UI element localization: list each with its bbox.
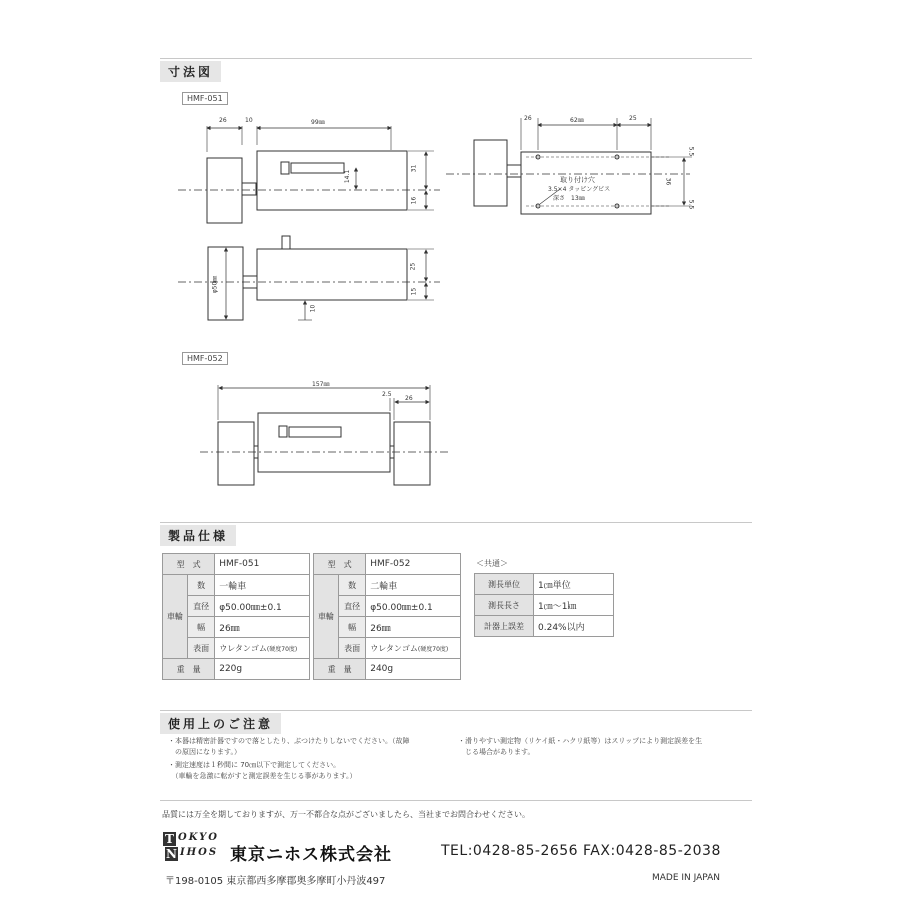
contact-phone-fax: TEL:0428-85-2656 FAX:0428-85-2038	[441, 843, 721, 859]
surface-material: ウレタンゴム	[219, 643, 267, 653]
usage-note-3-line-1: ・滑りやすい測定物（リケイ紙・ハクリ紙等）はスリップにより測定誤差を生	[458, 737, 703, 745]
model-label-hmf052: HMF-052	[182, 352, 228, 365]
made-in-label: MADE IN JAPAN	[652, 873, 721, 883]
common-spec-table	[474, 573, 614, 637]
diameter-value: φ50.00㎜±0.1	[215, 596, 310, 617]
usage-note-1-line-1: ・本器は精密計器ですので落としたり、ぶつけたりしないでください。（故障	[168, 737, 410, 745]
logo-letter-t: T	[163, 832, 176, 846]
dim-157-label: 157㎜	[312, 381, 330, 388]
usage-note-3-line-2: じる場合があります。	[458, 748, 535, 756]
surface-material: ウレタンゴム	[370, 643, 418, 653]
usage-note-2-line-1: ・測定速度は１秒間に 70㎝以下で測定してください。	[168, 761, 341, 769]
usage-note-1	[168, 736, 410, 758]
usage-note-3	[458, 736, 702, 758]
common-row-value: 0.24%以内	[534, 616, 614, 637]
dim-15-label: 15	[410, 287, 418, 296]
usage-divider	[160, 710, 752, 711]
dim-36-label: 36	[664, 177, 672, 186]
dim-62-label: 62㎜	[570, 117, 584, 124]
dim-25-label: 25	[629, 115, 637, 122]
logo-letter-n: N	[166, 847, 177, 861]
mount-hole-spec: 3.5×4 タッピングビス	[548, 186, 611, 193]
spec-table-hmf052	[313, 553, 461, 680]
dim-5-5-top-label: 5.5	[687, 146, 695, 157]
surface-value	[215, 638, 310, 659]
common-row-label: 測長単位	[475, 574, 534, 595]
dim-bottom-26-label: 26	[524, 115, 532, 122]
dim-front-10-label: 10	[309, 304, 317, 313]
specs-divider	[160, 522, 752, 523]
weight-header: 重 量	[314, 659, 366, 680]
type-header: 型 式	[163, 554, 215, 575]
wheel-header: 車輪	[314, 575, 339, 659]
surface-label: 表面	[188, 638, 215, 659]
dim-front-25-label: 25	[409, 262, 417, 271]
count-label: 数	[339, 575, 366, 596]
logo-text-bottom: IHOS	[180, 847, 219, 858]
footer-divider	[160, 800, 752, 801]
model-value: HMF-051	[215, 554, 310, 575]
surface-value	[366, 638, 461, 659]
wheel-header: 車輪	[163, 575, 188, 659]
usage-note-2	[168, 760, 356, 782]
width-label: 幅	[188, 617, 215, 638]
surface-hardness: (硬度70度)	[266, 645, 298, 653]
dim-14-1-label: 14.1	[344, 169, 352, 184]
mount-hole-depth: 深さ 13㎜	[553, 195, 585, 202]
common-row-value: 1㎝単位	[534, 574, 614, 595]
width-value: 26㎜	[366, 617, 461, 638]
dim-26-label: 26	[219, 117, 227, 124]
count-value: 二輪車	[366, 575, 461, 596]
body-shape	[257, 151, 407, 210]
model-label-hmf051: HMF-051	[182, 92, 228, 105]
count-value: 一輪車	[215, 575, 310, 596]
usage-note-1-line-2: の原因になります。）	[168, 748, 241, 756]
section-title-specs: 製品仕様	[160, 525, 236, 546]
type-header: 型 式	[314, 554, 366, 575]
logo-text-top: OKYO	[178, 832, 219, 843]
diameter-label: 直径	[188, 596, 215, 617]
spec-table-hmf051	[162, 553, 310, 680]
weight-value: 220g	[215, 659, 310, 680]
width-value: 26㎜	[215, 617, 310, 638]
quality-notice: 品質には万全を期しておりますが、万一不都合な点がございましたら、当社までお問合わせください。	[162, 810, 530, 819]
dim-10-label: 10	[245, 117, 253, 124]
common-row-label: 計器上誤差	[475, 616, 534, 637]
mount-hole-title: 取り付け穴	[560, 176, 595, 184]
dim-diameter-label: φ50㎜	[211, 275, 219, 294]
surface-label: 表面	[339, 638, 366, 659]
usage-note-2-line-2: （車輪を急激に転がすと測定誤差を生じる事があります。）	[168, 772, 357, 780]
dim-31-label: 31	[410, 164, 418, 173]
common-row-label: 測長長さ	[475, 595, 534, 616]
diameter-label: 直径	[339, 596, 366, 617]
dim-16-label: 16	[410, 196, 418, 205]
weight-value: 240g	[366, 659, 461, 680]
width-label: 幅	[339, 617, 366, 638]
section-title-dimensions: 寸法図	[160, 61, 221, 82]
company-name: 東京ニホス株式会社	[230, 845, 392, 865]
company-logo	[163, 832, 225, 862]
section-title-usage: 使用上のご注意	[160, 713, 281, 734]
company-address: 〒198-0105 東京都西多摩郡奥多摩町小丹波497	[165, 876, 386, 887]
model-value: HMF-052	[366, 554, 461, 575]
dim-99-label: 99㎜	[311, 119, 325, 126]
common-title: ＜共通＞	[476, 559, 508, 568]
count-label: 数	[188, 575, 215, 596]
weight-header: 重 量	[163, 659, 215, 680]
wheel-shape	[207, 158, 242, 223]
surface-hardness: (硬度70度)	[417, 645, 449, 653]
diameter-value: φ50.00㎜±0.1	[366, 596, 461, 617]
common-row-value: 1㎝～1㎞	[534, 595, 614, 616]
dim-2-5-label: 2.5	[382, 391, 392, 398]
dim-052-26-label: 26	[405, 395, 413, 402]
dim-5-5-bottom-label: 5.5	[687, 199, 695, 210]
